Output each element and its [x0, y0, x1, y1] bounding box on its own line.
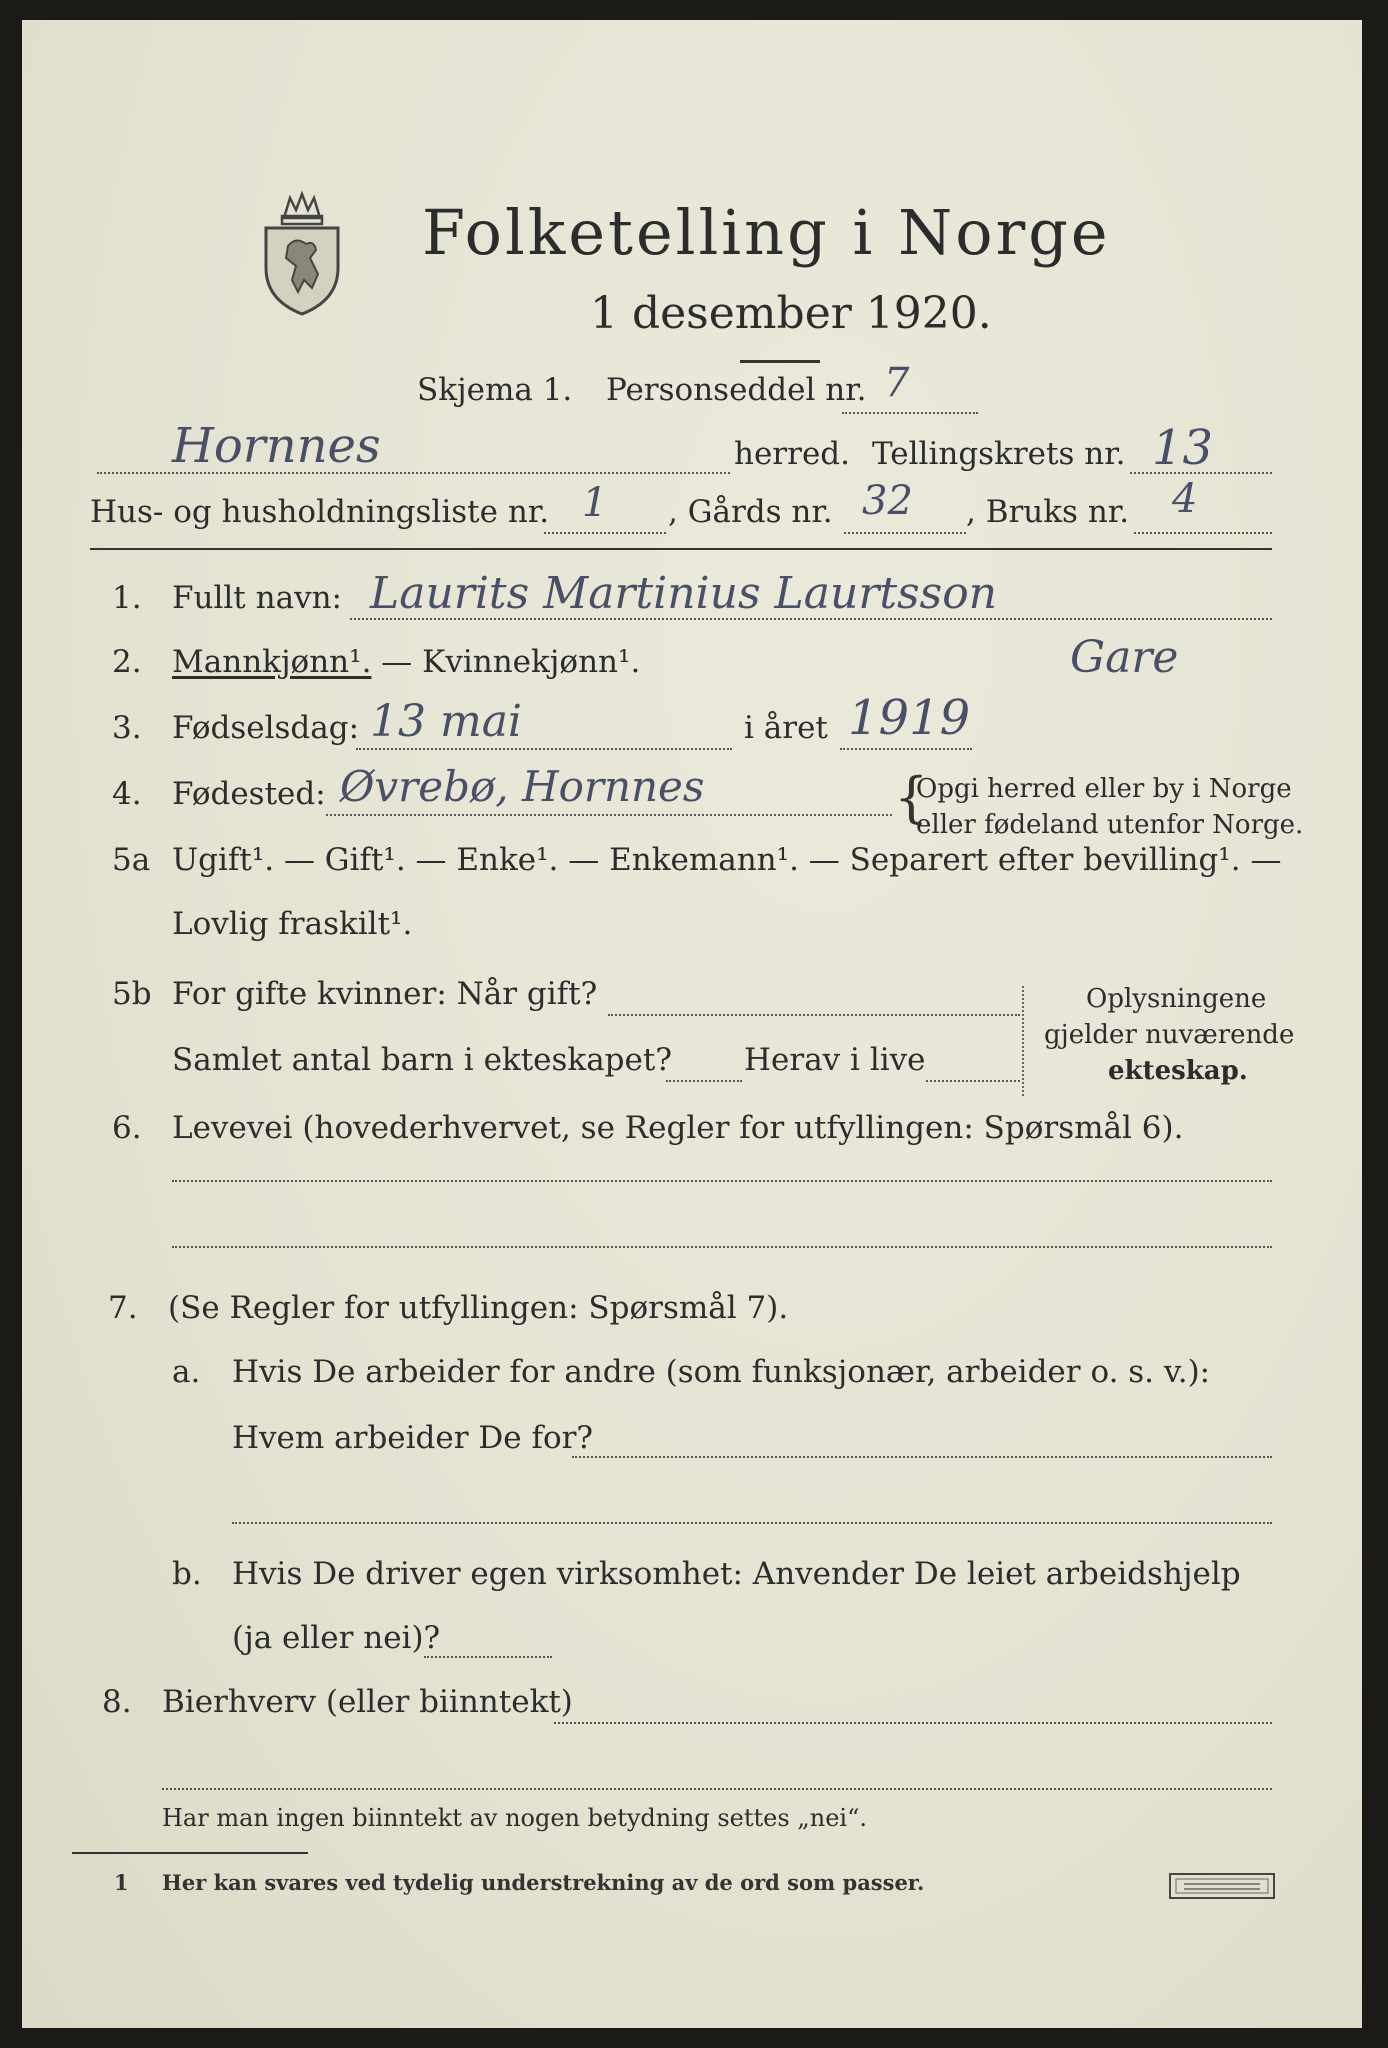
marriage-note-divider — [1022, 986, 1024, 1096]
schema-label: Skjema 1. — [417, 372, 573, 408]
q7b-number: b. — [172, 1556, 202, 1592]
marital-status-options-cont[interactable]: Lovlig fraskilt¹. — [172, 906, 413, 942]
q4-label: Fødested: — [172, 776, 326, 812]
side-income-field-2[interactable] — [162, 1788, 1272, 1790]
q6-label: Levevei (hovederhvervet, se Regler for utfyllingen: Spørsmål 6). — [172, 1110, 1184, 1146]
tellingskrets-label: Tellingskrets nr. — [872, 436, 1126, 472]
q8-number: 8. — [102, 1684, 132, 1720]
q8-label: Bierhverv (eller biinntekt) — [162, 1684, 573, 1720]
employer-field-1[interactable] — [572, 1456, 1272, 1458]
printer-stamp-icon — [1168, 1872, 1276, 1900]
norway-coat-of-arms-icon — [254, 188, 350, 316]
q3-number: 3. — [112, 710, 142, 746]
tellingskrets-value: 13 — [1152, 420, 1214, 476]
gards-field[interactable] — [844, 532, 966, 534]
personseddel-field[interactable] — [842, 412, 978, 414]
census-date: 1 desember 1920. — [590, 288, 992, 339]
header-rule — [90, 548, 1272, 550]
birthplace-value: Øvrebø, Hornnes — [340, 762, 705, 811]
herred-value: Hornnes — [172, 418, 381, 474]
birthplace-note-brace: { — [894, 766, 929, 829]
gards-label: , Gårds nr. — [668, 494, 833, 530]
birthyear-field[interactable] — [840, 748, 972, 750]
married-when-field[interactable] — [608, 1014, 1020, 1016]
occupation-field-1[interactable] — [172, 1180, 1272, 1182]
q3-label: Fødselsdag: — [172, 710, 360, 746]
q7b-line2: (ja eller nei)? — [232, 1620, 441, 1656]
herred-label: herred. — [734, 436, 850, 472]
footnote-rule — [72, 1852, 308, 1854]
footnote-marker: 1 — [114, 1870, 129, 1895]
marriage-note-3: ekteskap. — [1108, 1056, 1248, 1086]
q1-label: Fullt navn: — [172, 580, 342, 616]
children-alive-field[interactable] — [926, 1080, 1020, 1082]
sex-male-option[interactable]: Mannkjønn¹. — [172, 644, 372, 680]
marriage-note-2: gjelder nuværende — [1044, 1020, 1295, 1050]
birthdate-field[interactable] — [356, 748, 732, 750]
marital-status-options[interactable]: Ugift¹. — Gift¹. — Enke¹. — Enkemann¹. — Separert efter bevilling¹. — — [172, 842, 1282, 878]
children-alive-label: Herav i live — [744, 1042, 926, 1078]
birthdate-value: 13 mai — [370, 696, 523, 747]
sex-female-option[interactable]: Kvinnekjønn¹. — [422, 644, 641, 680]
q7b-line1: Hvis De driver egen virksomhet: Anvender De leiet arbeidshjelp — [232, 1556, 1241, 1592]
birthplace-field[interactable] — [326, 814, 892, 816]
q1-number: 1. — [112, 580, 142, 616]
form-title: Folketelling i Norge — [422, 196, 1111, 269]
full-name-value: Laurits Martinius Laurtsson — [370, 568, 998, 619]
q7-label: (Se Regler for utfyllingen: Spørsmål 7). — [168, 1290, 789, 1326]
hus-field[interactable] — [544, 532, 666, 534]
personseddel-label: Personseddel nr. — [606, 372, 867, 408]
side-income-field-1[interactable] — [554, 1722, 1272, 1724]
gards-value: 32 — [862, 478, 913, 524]
q7a-number: a. — [172, 1354, 201, 1390]
q5b-number: 5b — [112, 976, 152, 1012]
q7a-line2: Hvem arbeider De for? — [232, 1420, 594, 1456]
bruks-value: 4 — [1172, 476, 1198, 522]
q7a-line1: Hvis De arbeider for andre (som funksjonær, arbeider o. s. v.): — [232, 1354, 1211, 1390]
marriage-note-1: Oplysningene — [1086, 984, 1267, 1014]
q5a-number: 5a — [112, 842, 151, 878]
children-total-field[interactable] — [666, 1080, 742, 1082]
q7-number: 7. — [108, 1290, 138, 1326]
hired-help-field[interactable] — [424, 1656, 552, 1658]
title-divider — [740, 360, 820, 363]
year-label: i året — [744, 710, 828, 746]
sex-options — [172, 644, 640, 680]
occupation-field-2[interactable] — [172, 1246, 1272, 1248]
sex-separator: — — [371, 644, 423, 680]
birthyear-value: 1919 — [848, 690, 971, 746]
children-label: Samlet antal barn i ekteskapet? — [172, 1042, 672, 1078]
q2-number: 2. — [112, 644, 142, 680]
q6-number: 6. — [112, 1110, 142, 1146]
bruks-field[interactable] — [1134, 532, 1272, 534]
hus-value: 1 — [582, 480, 608, 526]
side-income-note: Har man ingen biinntekt av nogen betydning settes „nei“. — [162, 1804, 867, 1832]
census-form-page — [22, 20, 1362, 2028]
hus-label: Hus- og husholdningsliste nr. — [90, 494, 550, 530]
birthplace-note-2: eller fødeland utenfor Norge. — [916, 810, 1304, 840]
full-name-value-cont: Gare — [1070, 632, 1179, 683]
footnote-text: Her kan svares ved tydelig understrekning av de ord som passer. — [162, 1870, 925, 1895]
personseddel-value: 7 — [884, 360, 910, 406]
q5b-label: For gifte kvinner: Når gift? — [172, 976, 598, 1012]
birthplace-note-1: Opgi herred eller by i Norge — [916, 774, 1292, 804]
bruks-label: , Bruks nr. — [966, 494, 1130, 530]
employer-field-2[interactable] — [232, 1522, 1272, 1524]
q4-number: 4. — [112, 776, 142, 812]
